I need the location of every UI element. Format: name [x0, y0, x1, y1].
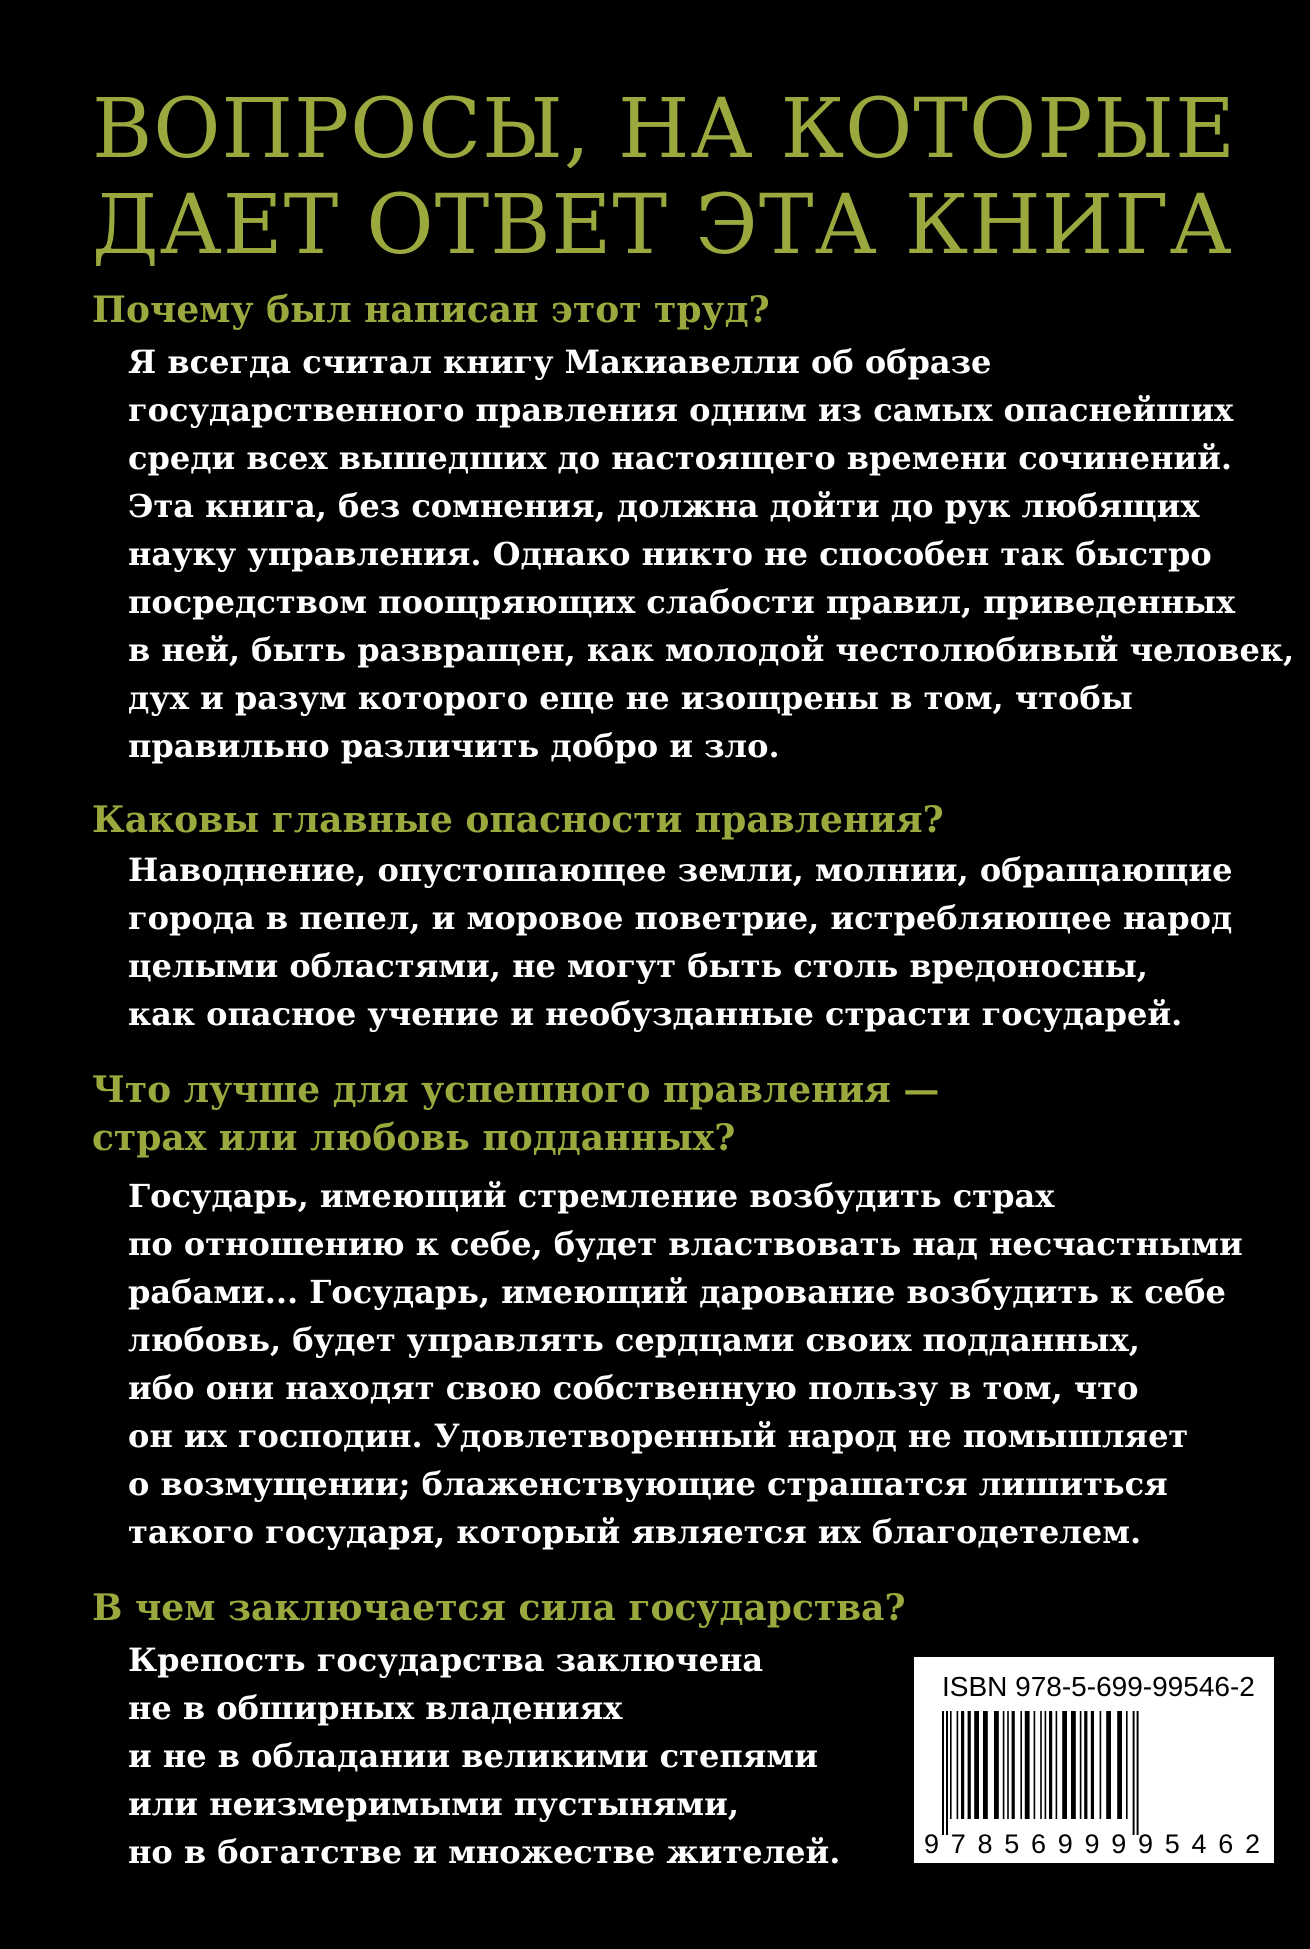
answer-line: Крепость государства заключена	[128, 1641, 764, 1679]
question-line: страх или любовь подданных?	[92, 1117, 736, 1159]
barcode-digits: 9785699995462	[924, 1829, 1260, 1859]
answer-line: государственного правления одним из самых опаснейших	[128, 391, 1234, 429]
barcode-bar	[1100, 1711, 1102, 1819]
answer-line: о возмущении; блаженствующие страшатся лишиться	[128, 1465, 1168, 1503]
question-line: В чем заключается сила государства?	[92, 1587, 906, 1629]
question-heading-4	[92, 1584, 906, 1632]
barcode-bar	[1045, 1711, 1047, 1819]
answer-line: в ней, быть развращен, как молодой честолюбивый человек,	[128, 631, 1295, 669]
barcode-bar	[1012, 1711, 1015, 1819]
question-heading-2	[92, 796, 944, 844]
answer-line: он их господин. Удовлетворенный народ не помышляет	[128, 1417, 1189, 1455]
isbn-barcode	[914, 1657, 1274, 1863]
answer-line: как опасное учение и необузданные страсти государей.	[128, 995, 1183, 1033]
question-heading-3	[92, 1066, 939, 1162]
answer-line: Наводнение, опустошающее земли, молнии, обращающие	[128, 851, 1233, 889]
answer-line: Государь, имеющий стремление возбудить страх	[128, 1177, 1055, 1215]
cover-title	[92, 82, 1272, 274]
barcode-bar	[1106, 1711, 1111, 1819]
answer-paragraph-1	[128, 338, 1294, 770]
barcode-bar	[1020, 1711, 1022, 1819]
barcode-bar	[1084, 1711, 1087, 1819]
answer-line: целыми областями, не могут быть столь вредоносны,	[128, 947, 1148, 985]
answer-line: или неизмеримыми пустынями,	[128, 1785, 739, 1823]
question-line: Почему был написан этот труд?	[92, 289, 770, 331]
answer-paragraph-3	[128, 1172, 1243, 1556]
barcode-bar	[1080, 1711, 1082, 1819]
barcode-bar	[957, 1711, 959, 1819]
barcode-bar	[1049, 1711, 1052, 1819]
title-line-2: ДАЕТ ОТВЕТ ЭТА КНИГА	[92, 178, 1233, 273]
barcode-bar	[1003, 1711, 1005, 1819]
answer-line: не в обширных владениях	[128, 1689, 623, 1727]
answer-line: Эта книга, без сомнения, должна дойти до рук любящих	[128, 487, 1200, 525]
answer-line: по отношению к себе, будет властвовать над несчастными	[128, 1225, 1243, 1263]
barcode-bar	[1126, 1711, 1128, 1819]
answer-line: но в богатстве и множестве жителей.	[128, 1833, 841, 1871]
barcode-bar	[1071, 1711, 1076, 1819]
answer-line: правильно различить добро и зло.	[128, 727, 780, 765]
barcode-bar	[1056, 1711, 1058, 1819]
barcode-bar	[1025, 1711, 1030, 1819]
isbn-text: ISBN 978-5-699-99546-2	[942, 1671, 1255, 1702]
barcode-bar	[1091, 1711, 1094, 1819]
barcode-bar	[1034, 1711, 1036, 1819]
barcode-bar	[994, 1711, 999, 1819]
barcode-bar	[1007, 1711, 1009, 1819]
barcode-graphic	[922, 1711, 1266, 1859]
barcode-bar	[1117, 1711, 1122, 1819]
answer-paragraph-2	[128, 846, 1233, 1038]
barcode-guard-bar	[1133, 1711, 1135, 1835]
answer-paragraph-4	[128, 1636, 840, 1876]
answer-line: рабами... Государь, имеющий дарование возбудить к себе	[128, 1273, 1226, 1311]
answer-line: любовь, будет управлять сердцами своих подданных,	[128, 1321, 1140, 1359]
question-line: Каковы главные опасности правления?	[92, 799, 944, 841]
answer-line: города в пепел, и моровое поветрие, истребляющее народ	[128, 899, 1233, 937]
answer-line: среди всех вышедших до настоящего времени сочинений.	[128, 439, 1233, 477]
answer-line: ибо они находят свою собственную пользу в том, что	[128, 1369, 1139, 1407]
answer-line: такого государя, который является их благодетелем.	[128, 1513, 1142, 1551]
barcode-bar	[983, 1711, 988, 1819]
title-line-1: ВОПРОСЫ, НА КОТОРЫЕ	[92, 82, 1236, 177]
answer-line: дух и разум которого еще не изощрены в том, чтобы	[128, 679, 1133, 717]
answer-line: посредством поощряющих слабости правил, приведенных	[128, 583, 1236, 621]
barcode-bar	[1062, 1711, 1067, 1819]
barcode-guard-bar	[1137, 1711, 1139, 1835]
answer-line: науку управления. Однако никто не способен так быстро	[128, 535, 1212, 573]
barcode-bar	[1040, 1711, 1042, 1819]
barcode-guard-bar	[946, 1711, 948, 1835]
barcode-bar	[974, 1711, 979, 1819]
question-heading-1	[92, 286, 770, 334]
barcode-bar	[950, 1711, 952, 1819]
barcode-bar	[961, 1711, 964, 1819]
answer-line: Я всегда считал книгу Макиавелли об образе	[128, 343, 992, 381]
answer-line: и не в обладании великими степями	[128, 1737, 818, 1775]
barcode-bar	[968, 1711, 971, 1819]
barcode-guard-bar	[942, 1711, 944, 1835]
question-line: Что лучше для успешного правления —	[92, 1069, 940, 1111]
